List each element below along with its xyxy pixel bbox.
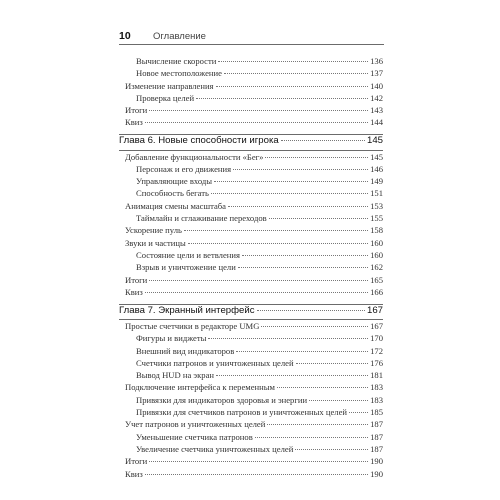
toc-entry-page: 155	[370, 213, 383, 224]
toc-entry-title: Привязки для счетчиков патронов и уничтоженных целей	[136, 407, 347, 418]
toc-entry-page: 145	[370, 151, 383, 162]
dot-leader	[295, 449, 368, 450]
toc-entry-title: Итоги	[125, 105, 148, 116]
toc-entry	[119, 320, 383, 332]
toc-entry-page: 170	[370, 333, 383, 344]
toc-entry-page: 146	[370, 163, 383, 174]
toc-entry	[119, 332, 383, 344]
toc-entry-title: Счетчики патронов и уничтоженных целей	[136, 357, 294, 368]
toc-entry-page: 183	[370, 382, 383, 393]
toc-entry-page: 145	[366, 135, 383, 147]
dot-leader	[145, 122, 368, 123]
toc-entry-title: Подключение интерфейса к переменным	[125, 382, 275, 393]
toc-entry	[119, 67, 383, 79]
dot-leader	[296, 363, 369, 364]
toc-entry-title: Персонаж и его движения	[136, 163, 232, 174]
toc-entry-title: Учет патронов и уничтоженных целей	[125, 419, 266, 430]
toc-entry-page: 181	[370, 370, 383, 381]
toc-entry-page: 166	[370, 286, 383, 297]
toc-chapter-entry	[119, 135, 383, 147]
dot-leader	[145, 474, 368, 475]
toc-entry-title: Увеличение счетчика уничтоженных целей	[136, 443, 294, 454]
dot-leader	[216, 86, 369, 87]
toc-entry-page: 190	[370, 456, 383, 467]
dot-leader	[265, 157, 368, 158]
toc-entry-title: Квиз	[125, 286, 143, 297]
toc-entry-title: Вычисление скорости	[136, 56, 217, 66]
toc-entry	[119, 187, 383, 199]
toc-entry-page: 151	[370, 188, 383, 199]
page-header	[119, 30, 384, 45]
dot-leader	[236, 351, 368, 352]
toc-entry-page: 160	[370, 249, 383, 260]
toc-entry-title: Таймлайн и сглаживание переходов	[136, 213, 267, 224]
toc-entry	[119, 369, 383, 381]
toc-entry-title: Уменьшение счетчика патронов	[136, 431, 253, 442]
dot-leader	[188, 243, 368, 244]
dot-leader	[267, 424, 368, 425]
toc-entry-page: 167	[370, 320, 383, 331]
toc-entry	[119, 151, 383, 163]
dot-leader	[145, 292, 368, 293]
toc-entry-title: Квиз	[125, 468, 143, 479]
dot-leader	[255, 437, 368, 438]
toc-entry	[119, 261, 383, 273]
toc-entry	[119, 116, 383, 128]
toc-entry	[119, 418, 383, 430]
toc-entry	[119, 406, 383, 418]
dot-leader	[349, 412, 368, 413]
toc-entry-title: Глава 6. Новые способности игрока	[119, 135, 279, 147]
toc-entry-title: Глава 7. Экранный интерфейс	[119, 304, 255, 316]
toc-entry-page: 185	[370, 407, 383, 418]
toc-entry-title: Квиз	[125, 117, 143, 128]
toc-entry	[119, 345, 383, 357]
dot-leader	[277, 387, 368, 388]
dot-leader	[149, 280, 368, 281]
dot-leader	[309, 400, 368, 401]
dot-leader	[208, 338, 368, 339]
dot-leader	[238, 267, 368, 268]
toc-entry-page: 165	[370, 274, 383, 285]
toc-entry-page: 142	[370, 92, 383, 103]
dot-leader	[281, 140, 365, 141]
toc-entry-page: 187	[370, 419, 383, 430]
dot-leader	[242, 255, 368, 256]
toc-entry-title: Добавление функциональности «Бег»	[125, 151, 264, 162]
toc-entry	[119, 80, 383, 92]
toc-entry-title: Простые счетчики в редакторе UMG	[125, 320, 260, 331]
toc-entry	[119, 286, 383, 298]
toc-entry-title: Новое местоположение	[136, 68, 222, 79]
dot-leader	[269, 218, 368, 219]
toc-entry-title: Звуки и частицы	[125, 237, 186, 248]
dot-leader	[211, 193, 368, 194]
dot-leader	[261, 326, 368, 327]
toc-entry	[119, 468, 383, 480]
toc-entry-title: Итоги	[125, 274, 148, 285]
toc-chapter-entry	[119, 305, 383, 317]
toc-entry-page: 176	[370, 357, 383, 368]
toc-entry	[119, 443, 383, 455]
toc-entry	[119, 104, 383, 116]
toc-entry-title: Изменение направления	[125, 80, 214, 91]
toc-entry	[119, 212, 383, 224]
toc-entry	[119, 431, 383, 443]
dot-leader	[218, 61, 368, 62]
dot-leader	[228, 206, 368, 207]
toc-entry-title: Состояние цели и ветвления	[136, 249, 240, 260]
toc-entry-title: Вывод HUD на экран	[136, 370, 214, 381]
table-of-contents	[119, 55, 383, 480]
toc-entry-page: 143	[370, 105, 383, 116]
toc-entry	[119, 274, 383, 286]
toc-entry-page: 160	[370, 237, 383, 248]
dot-leader	[257, 310, 365, 311]
toc-entry-page: 137	[370, 68, 383, 79]
dot-leader	[149, 110, 368, 111]
dot-leader	[196, 98, 368, 99]
toc-entry-page: 183	[370, 394, 383, 405]
dot-leader	[224, 73, 368, 74]
toc-entry	[119, 381, 383, 393]
toc-entry-page: 144	[370, 117, 383, 128]
dot-leader	[149, 461, 368, 462]
toc-entry-page: 136	[370, 56, 383, 66]
toc-entry-page: 190	[370, 468, 383, 479]
toc-entry	[119, 455, 383, 467]
toc-entry-title: Внешний вид индикаторов	[136, 345, 235, 356]
toc-entry-title: Анимация смены масштаба	[125, 200, 226, 211]
toc-entry	[119, 55, 383, 67]
toc-entry	[119, 237, 383, 249]
toc-entry	[119, 92, 383, 104]
toc-entry	[119, 249, 383, 261]
toc-entry-page: 162	[370, 262, 383, 273]
toc-entry-title: Способность бегать	[136, 188, 209, 199]
dot-leader	[214, 181, 368, 182]
toc-entry	[119, 200, 383, 212]
toc-entry-title: Итоги	[125, 456, 148, 467]
toc-entry	[119, 224, 383, 236]
toc-entry-title: Управляющие входы	[136, 176, 213, 187]
dot-leader	[216, 375, 368, 376]
toc-entry	[119, 163, 383, 175]
toc-entry-title: Взрыв и уничтожение цели	[136, 262, 236, 273]
toc-entry	[119, 394, 383, 406]
dot-leader	[184, 230, 368, 231]
toc-entry-title: Привязки для индикаторов здоровья и энергии	[136, 394, 308, 405]
toc-entry-page: 187	[370, 443, 383, 454]
toc-entry-title: Фигуры и виджеты	[136, 333, 207, 344]
section-title: Оглавление	[153, 30, 206, 42]
toc-entry	[119, 357, 383, 369]
toc-entry-page: 172	[370, 345, 383, 356]
toc-entry-page: 140	[370, 80, 383, 91]
toc-entry-page: 158	[370, 225, 383, 236]
toc-entry-page: 167	[366, 304, 383, 316]
toc-entry-page: 187	[370, 431, 383, 442]
toc-entry-title: Проверка целей	[136, 92, 195, 103]
toc-entry	[119, 175, 383, 187]
toc-entry-page: 149	[370, 176, 383, 187]
dot-leader	[233, 169, 368, 170]
toc-entry-title: Ускорение пуль	[125, 225, 182, 236]
page-number: 10	[119, 30, 131, 42]
toc-entry-page: 153	[370, 200, 383, 211]
